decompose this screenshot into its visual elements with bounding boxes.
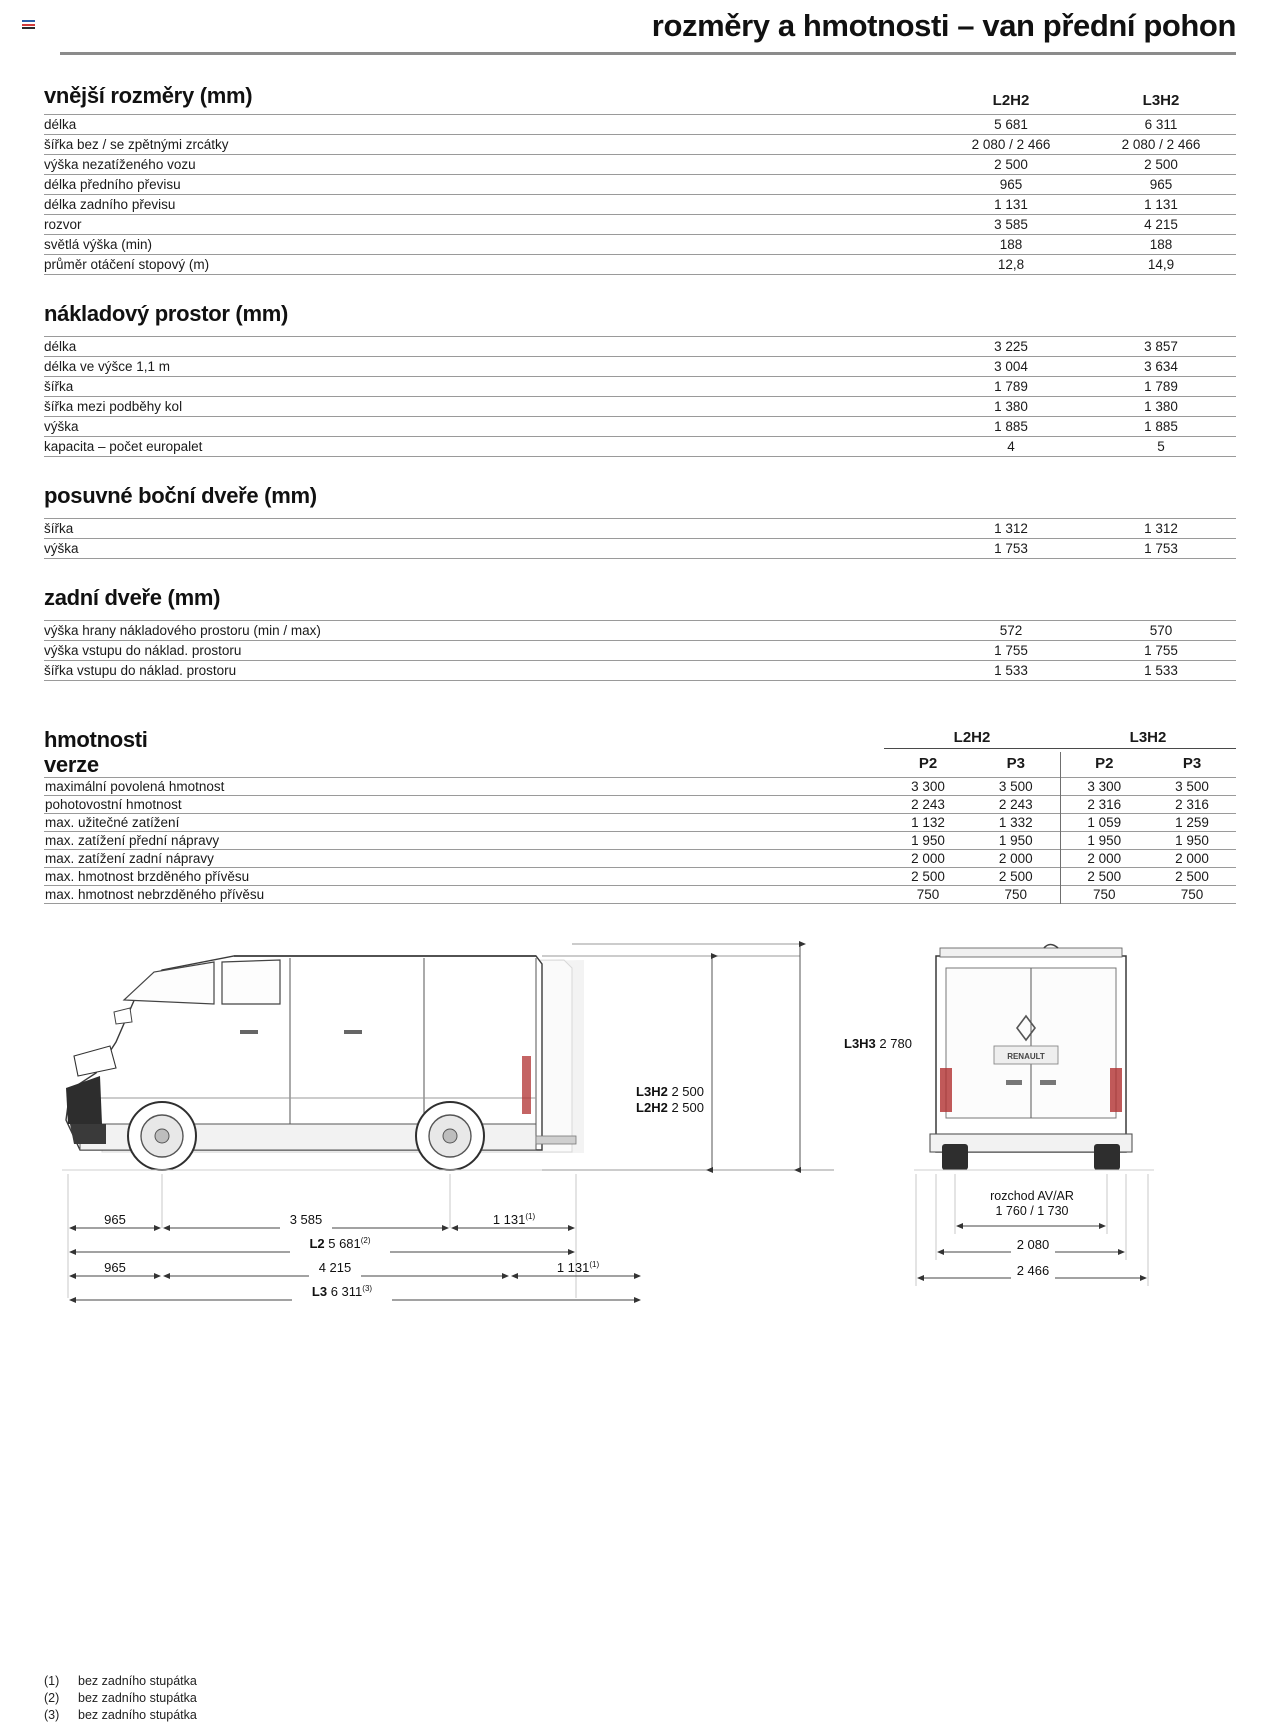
- height-labels: [636, 1036, 912, 1115]
- table-row: [44, 195, 1236, 215]
- table-row: [44, 886, 1236, 904]
- row-value-l2h2: 3 004: [994, 359, 1028, 374]
- section-title-rear-door: zadní dveře (mm): [44, 585, 221, 610]
- dim-width-body: 2 080: [1016, 1237, 1050, 1252]
- table-row: [44, 337, 1236, 357]
- diagram-svg: [44, 938, 1236, 1358]
- page-title: rozměry a hmotnosti – van přední pohon: [651, 8, 1236, 43]
- table-row: [44, 832, 1236, 850]
- row-value-l2h2: 3 585: [994, 217, 1028, 232]
- table-row: [44, 255, 1236, 275]
- column-header-l3h2: L3H2: [1142, 92, 1180, 109]
- weights-title-line1: hmotnosti: [44, 727, 148, 752]
- header-divider: [60, 52, 1236, 55]
- row-value-l2h2-p2: 1 132: [911, 815, 945, 830]
- height-label-l3h2: L3H2 2 500: [636, 1084, 704, 1099]
- table-row: [44, 115, 1236, 135]
- row-label: délka: [44, 339, 77, 354]
- footnote-item: [44, 1690, 197, 1707]
- row-value-l3h2: 14,9: [1147, 257, 1175, 272]
- row-value-l2h2: 1 131: [994, 197, 1028, 212]
- section-title-cargo: nákladový prostor (mm): [44, 301, 289, 326]
- row-value-l2h2: 12,8: [997, 257, 1025, 272]
- row-label: výška: [44, 541, 79, 556]
- height-dimension-lines: [542, 944, 834, 1170]
- dim-total-l3: L3 6 311$^{(3)}$: [311, 1284, 373, 1299]
- row-label: délka zadního převisu: [44, 197, 176, 212]
- table-row: [44, 850, 1236, 868]
- row-value-l2h2: 572: [999, 623, 1023, 638]
- footnotes: [44, 1673, 197, 1724]
- row-value-l2h2-p2: 3 300: [911, 779, 945, 794]
- section-title-exterior: vnější rozměry (mm): [44, 83, 253, 108]
- footnote-number: (1): [44, 1674, 60, 1688]
- footnote-text: bez zadního stupátka: [78, 1674, 197, 1688]
- footnote-item: [44, 1673, 197, 1690]
- row-value-l2h2-p3: 1 950: [998, 833, 1033, 848]
- footnote-text: bez zadního stupátka: [78, 1708, 197, 1722]
- spec-table-rear-door: [44, 620, 1236, 681]
- weights-subhead-l2h2-p3: P3: [1006, 755, 1025, 773]
- row-label: délka ve výšce 1,1 m: [44, 359, 171, 374]
- row-value-l2h2: 1 755: [994, 643, 1028, 658]
- row-label: šířka bez / se zpětnými zrcátky: [44, 137, 229, 152]
- row-value-l2h2: 1 753: [994, 541, 1028, 556]
- table-row: [44, 661, 1236, 681]
- row-value-l2h2-p3: 3 500: [998, 779, 1033, 794]
- dim-track-value: 1 760 / 1 730: [995, 1204, 1069, 1218]
- row-value-l3h2-p2: 1 059: [1060, 814, 1148, 832]
- row-value-l2h2-p2: 1 950: [911, 833, 945, 848]
- table-row: [44, 437, 1236, 457]
- row-value-l2h2: 4: [1007, 439, 1015, 454]
- table-row: [44, 641, 1236, 661]
- row-label: světlá výška (min): [44, 237, 153, 252]
- table-row: [44, 235, 1236, 255]
- table-row: [44, 778, 1236, 796]
- table-row: [44, 397, 1236, 417]
- row-value-l3h2-p2: 2 500: [1060, 868, 1148, 886]
- row-label: max. hmotnost brzděného přívěsu: [45, 869, 250, 884]
- weights-group-l2h2: L2H2: [953, 728, 991, 746]
- dim-width-mirrors: 2 466: [1016, 1263, 1050, 1278]
- row-value-l2h2-p2: 750: [916, 887, 940, 902]
- row-value-l2h2: 965: [999, 177, 1023, 192]
- row-value-l2h2: 1 885: [994, 419, 1028, 434]
- row-label: průměr otáčení stopový (m): [44, 257, 210, 272]
- row-label: max. zatížení zadní nápravy: [45, 851, 214, 866]
- weights-subhead-l2h2-p2: P2: [918, 755, 938, 773]
- row-label: šířka: [44, 379, 74, 394]
- dim-wheelbase-l2: 3 585: [289, 1212, 323, 1227]
- section-cargo-space: [44, 301, 1236, 457]
- table-row: [44, 417, 1236, 437]
- table-row: [44, 377, 1236, 397]
- column-header-l2h2: L2H2: [992, 92, 1030, 109]
- row-label: výška: [44, 419, 79, 434]
- row-value-l3h2-p3: 2 000: [1175, 851, 1209, 866]
- row-value-l3h2-p3: 3 500: [1175, 779, 1209, 794]
- length-dimensions: [68, 1174, 640, 1304]
- row-value-l2h2: 2 080 / 2 466: [971, 137, 1051, 152]
- row-value-l2h2-p3: 2 000: [998, 851, 1033, 866]
- content-area: [0, 81, 1280, 1338]
- table-row: [44, 175, 1236, 195]
- row-value-l2h2: 188: [999, 237, 1023, 252]
- table-row: [44, 814, 1236, 832]
- dim-front-overhang-l3: 965: [104, 1260, 126, 1275]
- renault-stripes-icon: [22, 20, 35, 31]
- table-row: [44, 868, 1236, 886]
- table-row: [44, 155, 1236, 175]
- weights-group-l3h2: L3H2: [1129, 728, 1167, 746]
- page-header: [0, 0, 1280, 55]
- row-value-l3h2: 6 311: [1144, 117, 1178, 132]
- section-weights: [44, 727, 1236, 904]
- row-value-l2h2-p3: 750: [1004, 887, 1028, 902]
- row-label: pohotovostní hmotnost: [45, 797, 182, 812]
- row-value-l3h2: 3 634: [1144, 359, 1178, 374]
- row-value-l2h2: 1 533: [994, 663, 1028, 678]
- row-value-l3h2: 1 885: [1144, 419, 1178, 434]
- vehicle-dimension-diagram: [44, 938, 1236, 1338]
- row-value-l2h2: 2 500: [994, 157, 1028, 172]
- weights-subhead-l3h2-p2: P2: [1060, 752, 1148, 778]
- row-value-l3h2: 570: [1149, 623, 1173, 638]
- row-value-l2h2-p3: 1 332: [998, 815, 1033, 830]
- row-value-l3h2: 1 380: [1144, 399, 1178, 414]
- row-value-l2h2: 1 380: [994, 399, 1028, 414]
- footnote-item: [44, 1707, 197, 1724]
- row-value-l2h2-p2: 2 500: [911, 869, 945, 884]
- row-value-l2h2-p3: 2 500: [998, 869, 1033, 884]
- row-value-l3h2: 2 080 / 2 466: [1121, 137, 1201, 152]
- van-rear-view: [914, 945, 1154, 1171]
- spec-table-weights: [44, 727, 1236, 904]
- weights-title-line2: verze: [44, 752, 99, 777]
- dim-wheelbase-l3: 4 215: [318, 1260, 352, 1275]
- table-row: [44, 357, 1236, 377]
- section-exterior-dimensions: [44, 81, 1236, 275]
- row-value-l3h2: 1 533: [1144, 663, 1178, 678]
- row-value-l3h2-p3: 2 500: [1175, 869, 1209, 884]
- row-value-l2h2: 5 681: [994, 117, 1028, 132]
- weights-subhead-l3h2-p3: P3: [1182, 755, 1202, 773]
- dim-front-overhang-l2: 965: [104, 1212, 126, 1227]
- footnote-number: (2): [44, 1691, 60, 1705]
- row-value-l3h2: 188: [1149, 237, 1173, 252]
- row-value-l3h2: 4 215: [1144, 217, 1178, 232]
- footnote-text: bez zadního stupátka: [78, 1691, 197, 1705]
- row-value-l3h2: 965: [1149, 177, 1173, 192]
- row-value-l3h2: 3 857: [1144, 339, 1178, 354]
- row-label: šířka mezi podběhy kol: [44, 399, 183, 414]
- row-value-l3h2: 1 755: [1144, 643, 1178, 658]
- table-row: [44, 539, 1236, 559]
- row-value-l3h2: 5: [1157, 439, 1165, 454]
- row-label: výška hrany nákladového prostoru (min / max): [44, 623, 321, 638]
- row-value-l3h2: 1 789: [1144, 379, 1178, 394]
- row-label: rozvor: [44, 217, 82, 232]
- section-sliding-door: [44, 483, 1236, 559]
- row-label: max. hmotnost nebrzděného přívěsu: [45, 887, 265, 902]
- spec-table-sliding-door: [44, 518, 1236, 559]
- spec-table-cargo: [44, 336, 1236, 457]
- section-title-sliding-door: posuvné boční dveře (mm): [44, 483, 317, 508]
- dim-rear-overhang-l2: 1 131$^{(1)}$: [492, 1212, 536, 1227]
- row-label: max. zatížení přední nápravy: [45, 833, 220, 848]
- row-label: výška nezatíženého vozu: [44, 157, 196, 172]
- row-value-l3h2-p3: 1 259: [1175, 815, 1209, 830]
- row-value-l3h2-p3: 2 316: [1175, 797, 1209, 812]
- table-row: [44, 519, 1236, 539]
- row-value-l3h2-p3: 750: [1180, 887, 1204, 902]
- width-dimensions: [916, 1174, 1148, 1286]
- van-side-view: [62, 956, 604, 1170]
- row-value-l3h2-p2: 2 000: [1060, 850, 1148, 868]
- rear-badge-text: RENAULT: [1007, 1052, 1045, 1061]
- row-value-l2h2: 1 789: [994, 379, 1028, 394]
- row-value-l3h2-p2: 3 300: [1060, 778, 1148, 796]
- row-label: maximální povolená hmotnost: [45, 779, 225, 794]
- row-label: šířka: [44, 521, 74, 536]
- row-value-l3h2-p2: 2 316: [1060, 796, 1148, 814]
- height-label-l3h3: L3H3 2 780: [844, 1036, 912, 1051]
- row-value-l2h2-p2: 2 243: [911, 797, 945, 812]
- row-label: délka: [44, 117, 77, 132]
- table-row: [44, 796, 1236, 814]
- row-value-l3h2-p2: 750: [1060, 886, 1148, 904]
- row-label: výška vstupu do náklad. prostoru: [44, 643, 242, 658]
- footnote-number: (3): [44, 1708, 60, 1722]
- table-row: [44, 215, 1236, 235]
- dim-track-title: rozchod AV/AR: [990, 1189, 1074, 1203]
- row-value-l2h2-p2: 2 000: [911, 851, 945, 866]
- row-value-l3h2: 1 131: [1144, 197, 1178, 212]
- row-value-l2h2: 1 312: [994, 521, 1028, 536]
- section-rear-door: [44, 585, 1236, 681]
- row-value-l3h2-p3: 1 950: [1175, 833, 1209, 848]
- row-label: šířka vstupu do náklad. prostoru: [44, 663, 237, 678]
- row-label: kapacita – počet europalet: [44, 439, 203, 454]
- row-value-l2h2-p3: 2 243: [998, 797, 1033, 812]
- row-value-l3h2-p2: 1 950: [1060, 832, 1148, 850]
- height-label-l2h2: L2H2 2 500: [636, 1100, 704, 1115]
- row-value-l2h2: 3 225: [994, 339, 1028, 354]
- table-row: [44, 621, 1236, 641]
- row-value-l3h2: 1 312: [1144, 521, 1178, 536]
- dim-total-l2: L2 5 681$^{(2)}$: [309, 1236, 371, 1251]
- spec-table-exterior: [44, 81, 1236, 275]
- row-value-l3h2: 1 753: [1144, 541, 1178, 556]
- row-label: max. užitečné zatížení: [45, 815, 180, 830]
- row-value-l3h2: 2 500: [1144, 157, 1178, 172]
- table-row: [44, 135, 1236, 155]
- row-label: délka předního převisu: [44, 177, 181, 192]
- dim-rear-overhang-l3: 1 131$^{(1)}$: [556, 1260, 600, 1275]
- weights-title-cell: [44, 727, 884, 778]
